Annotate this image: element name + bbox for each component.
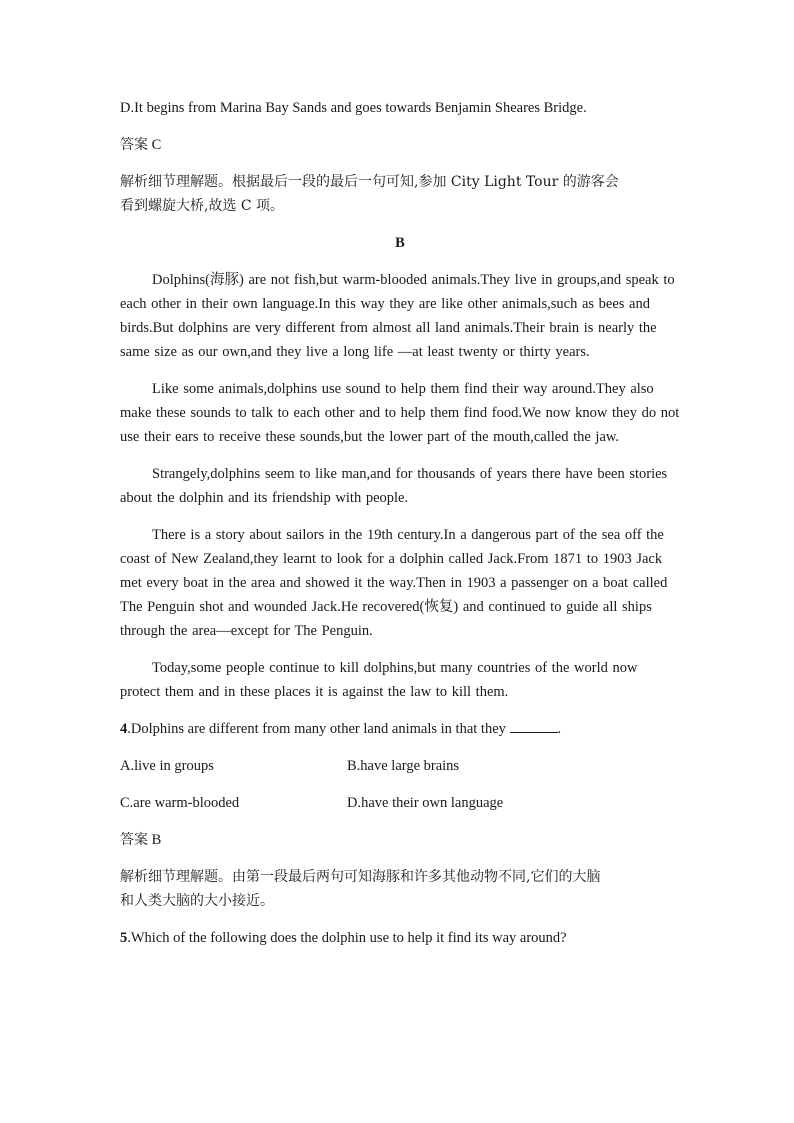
question-stem: .Dolphins are different from many other land animals in that they — [127, 721, 506, 737]
passage-paragraph-4: There is a story about sailors in the 19th century.In a dangerous part of the sea off the coast of New Zealand,they learnt to look for a dolphin called Jack.From 1871 to 1903 Jack met every boat in the area and showed it the way.Then in 1903 a passenger on a boat called The Penguin shot and wounded Jack.He recovered(恢复) and continued to guide all ships through the area—except for The Penguin. — [120, 527, 668, 639]
answer-blank — [510, 718, 558, 733]
question-5 — [120, 926, 680, 950]
answer-prev — [120, 133, 680, 157]
previous-option-d: D.It begins from Marina Bay Sands and goes towards Benjamin Sheares Bridge. — [120, 100, 587, 116]
passage-paragraph-5: Today,some people continue to kill dolphins,but many countries of the world now protect them and in these places it is against the law to kill them. — [120, 660, 638, 700]
question-4 — [120, 717, 680, 741]
option-c: C.are warm-blooded — [120, 795, 240, 811]
section-heading: B — [395, 235, 405, 251]
document-page — [120, 96, 680, 963]
answer-label: 答案 — [120, 832, 148, 848]
question-end: . — [557, 721, 562, 737]
analysis-line: 解析细节理解题。由第一段最后两句可知海豚和许多其他动物不同,它们的大脑 — [120, 869, 601, 885]
options-row-2 — [120, 791, 680, 815]
answer-value: C — [151, 137, 162, 153]
option-a: A.live in groups — [120, 758, 214, 774]
passage-paragraph-1: Dolphins(海豚) are not fish,but warm-blooded animals.They live in groups,and speak to each other in their own language.In this way they are like other animals,such as bees and birds.But dolphins are very different from almost all land animals.Their brain is nearly the same size as our own,and they live a long life —at least twenty or thirty years. — [120, 272, 675, 360]
passage-paragraph-3: Strangely,dolphins seem to like man,and for thousands of years there have been stories about the dolphin and its friendship with people. — [120, 466, 668, 506]
passage-paragraph-2: Like some animals,dolphins use sound to help them find their way around.They also make these sounds to talk to each other and to help them find food.We now know they do not use their ears to receive these sounds,but the lower part of the mouth,called the jaw. — [120, 381, 680, 445]
question-number: 4 — [120, 721, 128, 737]
answer-q4 — [120, 828, 680, 852]
analysis-prev — [120, 170, 680, 218]
options-row-1 — [120, 754, 680, 778]
option-d: D.have their own language — [347, 795, 504, 811]
question-stem: .Which of the following does the dolphin use to help it find its way around? — [127, 930, 567, 946]
answer-label: 答案 — [120, 137, 148, 153]
analysis-line: 解析细节理解题。根据最后一段的最后一句可知,参加 City Light Tour 的游客会 — [120, 174, 619, 190]
question-number: 5 — [120, 930, 128, 946]
answer-value: B — [151, 832, 162, 848]
analysis-line: 和人类大脑的大小接近。 — [120, 893, 274, 909]
option-b: B.have large brains — [347, 758, 460, 774]
analysis-line: 看到螺旋大桥,故选 C 项。 — [120, 198, 285, 214]
analysis-q4 — [120, 865, 680, 913]
